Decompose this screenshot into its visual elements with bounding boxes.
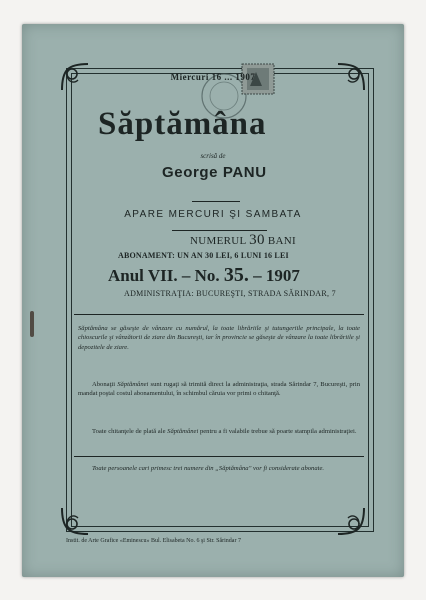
divider	[192, 201, 240, 202]
stain-mark	[30, 311, 34, 337]
price-value: 30	[249, 232, 265, 248]
divider	[172, 230, 267, 231]
administration-address: ADMINISTRAŢIA: BUCUREŞTI, STRADA SĂRINDAR, 7	[124, 289, 336, 298]
issue-date: Miercuri 16 ... 1907	[170, 72, 256, 82]
notice-sales: Săptămâna se găseşte de vânzare cu numărul, la toate librăriile şi tutungeriile principale, la toate chioscurile şi vânzătorii de ziare din Bucureşti, iar în provincie se găseşte de vânzare la toate librăriile şi depozitele de ziare.	[78, 325, 360, 351]
price-label: NUMERUL	[190, 235, 247, 247]
price-line	[190, 232, 296, 249]
section-rule	[74, 456, 364, 457]
magazine-title: Săptămâna	[98, 106, 267, 142]
issue-prefix: Anul VII. – No.	[108, 266, 220, 285]
issue-year: – 1907	[253, 266, 300, 285]
notice-considered-subscribers: Toate persoanele cari primesc trei numere din „Săptămâna" vor fi considerate abonate.	[92, 465, 325, 472]
corner-ornament-bottom-left	[58, 504, 92, 538]
publication-frequency: APARE MERCURI ŞI SAMBATA	[124, 209, 302, 220]
issue-number: 35.	[223, 264, 249, 286]
corner-ornament-bottom-right	[334, 504, 368, 538]
printer-imprint: Instit. de Arte Grafice «Eminescu» Bul. Elisabeta No. 6 şi Str. Sărindar 7	[66, 538, 241, 544]
magazine-cover	[22, 24, 404, 577]
issue-line	[108, 264, 300, 287]
notice-subscribers: Abonaţii Săptămânei sunt rugaţi să trimită direct la administraţia, strada Sărindar 7, Bucureşti, prin mandat poştal costul abonamentului, în schimbul căruia vor primi o chitanţă.	[78, 381, 360, 398]
price-unit: BANI	[267, 235, 296, 247]
notice-receipts: Toate chitanţele de plată ale Săptămânei pentru a fi valabile trebue să poarte stampila administraţiei.	[92, 428, 357, 435]
byline: scrisă de	[200, 152, 226, 160]
subscription-rates: ABONAMENT: UN AN 30 LEI, 6 LUNI 16 LEI	[118, 251, 289, 260]
author-name: George PANU	[162, 164, 267, 181]
section-rule	[74, 314, 364, 315]
